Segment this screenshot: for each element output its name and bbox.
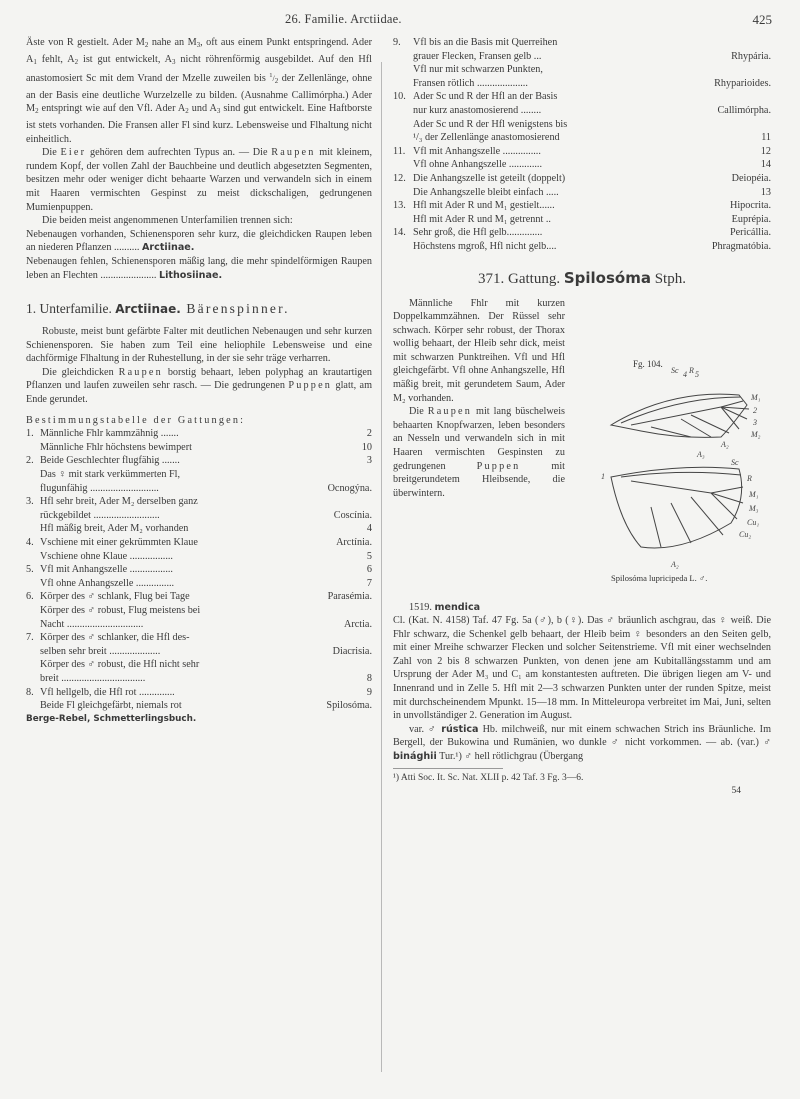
key-row [393,199,771,213]
key-row [26,522,372,536]
subfamily-description: Robuste, meist bunt gefärbte Falter mit deutlichen Nebenaugen und sehr kurzen Schienensporen. Sie haben zum Teil eine heliophile Lebensweise und eine dachförmige Flhaltung in der Ruhestellung, in der sie sehr träge verharren. [26,326,372,365]
key-row [26,563,372,577]
genus-heading: 371. Gattung. Spilosóma Stph. [478,268,686,287]
key-number: 10. [393,91,406,103]
svg-text:3: 3 [753,417,757,427]
key-number: 11. [393,145,406,157]
key-text: Vfl nur mit schwarzen Punkten, [413,64,543,76]
key-text: breit ................................. [40,672,146,684]
key-number: 13. [393,200,406,212]
key-row [26,509,372,523]
key-title: Bestimmungstabelle der Gattungen: [26,414,246,426]
key-text: grauer Flecken, Fransen gelb ... [413,50,542,62]
key-text: Höchstens mgroß, Hfl nicht gelb.... [413,240,557,252]
key-text: Männliche Fhlr höchstens bewimpert [40,441,192,453]
key-number: 2. [26,455,34,467]
key-row [26,427,372,441]
key-row [393,213,771,227]
key-reference: 11 [761,132,771,144]
key-reference: Spilosóma. [326,700,372,712]
key-reference: Callimórpha. [717,104,771,116]
genus-key-left [26,427,372,712]
key-row [393,240,771,254]
key-text: Körper des ♂ robust, die Hfl nicht sehr [40,659,200,671]
key-text: Hfl sehr breit, Ader M₂ derselben ganz [40,496,198,508]
key-reference: Phragmatóbia. [711,240,771,252]
key-reference: Diacrisia. [332,645,372,657]
svg-text:M₁: M₁ [751,392,761,402]
key-text: Vfl mit Anhangszelle ............... [413,145,541,157]
key-row [26,536,372,550]
eggs-larvae-paragraph: Die Eier gehören dem aufrechten Typus an. — Die Raupen mit kleinem, rundem Kopf, der vollen Zahl der Bauchbeine und deutlich abgesetzten Segmenten, besitzen mehr oder weniger dicht behaarte Warzen und verwandeln sich in einem mit Haaren vermischten Gespinst zu meist dickschaligen, gedrungenen Mumienpuppen. [26,147,372,213]
key-reference: 13 [760,186,771,198]
key-text: Vfl ohne Anhangszelle ............. [413,159,543,171]
svg-text:Sc: Sc [671,365,679,375]
key-text: rückgebildet .......................... [40,509,160,521]
svg-text:Cu₂: Cu₂ [739,529,752,539]
key-text: Hfl mäßig breit, Ader M₂ vorhanden [40,523,189,535]
svg-text:A₂: A₂ [721,439,729,449]
key-text: Fransen rötlich .................... [413,77,528,89]
left-column [26,36,372,726]
key-reference: 12 [760,145,771,157]
subfamily-b: Nebenaugen fehlen, Schienensporen mäßig lang, die mehr spindelförmigen Raupen leben an Flechten ...................... Lithosiinae. [26,255,372,281]
key-text: Vschiene ohne Klaue ................. [40,550,173,562]
key-reference: 3 [366,455,372,467]
key-text: Sehr groß, die Hfl gelb.............. [413,227,543,239]
key-text: Beide Fl gleichgefärbt, niemals rot [40,700,182,712]
key-row [393,77,771,91]
key-text: Hfl mit Ader R und M₁ gestielt...... [413,200,555,212]
key-text: Das ♀ mit stark verkümmerten Fl, [40,469,181,481]
key-row [26,577,372,591]
key-text: Die Anhangszelle ist geteilt (doppelt) [413,172,566,184]
key-row [26,645,372,659]
svg-text:A₂: A₂ [671,559,679,569]
key-reference: Pericállia. [729,227,771,239]
key-row [26,699,372,713]
svg-text:Sc: Sc [731,457,739,467]
key-reference: 14 [760,159,771,171]
key-number: 5. [26,564,34,576]
key-row [26,618,372,632]
key-number: 9. [393,37,401,48]
key-reference: 6 [366,564,372,576]
key-row [393,118,771,132]
key-row [26,686,372,700]
key-reference: 9 [366,686,372,698]
subfamily-a: Nebenaugen vorhanden, Schienensporen sehr kurz, die gleichdicken Raupen leben an niederen Pflanzen .......... Arctiinae. [26,228,372,254]
key-number: 1. [26,428,34,440]
key-row [393,63,771,77]
subfamily-heading: 1. Unterfamilie. Arctiinae. Bärenspinner. [26,301,290,317]
key-text: Vfl bis an die Basis mit Querreihen [413,37,558,48]
figure-label: Fg. 104. [633,358,663,369]
genus-description: Männliche Fhlr mit kurzen Doppelkammzähnen. Der Rüssel sehr schwach. Körper sehr robust, der Thorax wollig behaart, der Hleib sehr dick, meist mit schwarzen Punktreihen. Vfl und Hfl gleichgefärbt. Vfl ohne Anhangszelle, Hfl mäßig breit, mit gerundetem Saum, Ader M₂ vorhanden. [393,297,565,404]
key-reference: Ocnogýna. [327,482,372,494]
key-reference: Deiopéia. [731,172,771,184]
key-number: 6. [26,591,34,603]
key-number: 7. [26,632,34,644]
key-text: selben sehr breit .................... [40,645,161,657]
subfamily-intro: Die beiden meist angenommenen Unterfamilien trennen sich: [42,215,293,227]
key-row [393,226,771,240]
genus-key-right [393,36,771,254]
key-text: Ader Sc und R der Hfl an der Basis [413,91,558,103]
key-reference: Euprépia. [731,213,771,225]
key-number: 8. [26,686,34,698]
svg-text:1: 1 [601,471,605,481]
svg-text:M₁: M₁ [749,489,759,499]
footnote-rule [393,768,503,769]
svg-text:R: R [747,473,752,483]
key-reference: 4 [366,523,372,535]
species-varieties: var. ♂ rústica Hb. milchweiß, nur mit einem schwachen Strich ins Bräunliche. Im Bergell, der Bukowina und Rumänien, wo dunkle ♂ nicht vorkommen. — ab. (var.) ♂ binághii Tur.¹) ♂ hell rötlichgrau (Übergang [393,723,772,763]
key-text: Vschiene mit einer gekrümmten Klaue [40,537,198,548]
key-row [26,468,372,482]
key-row [393,158,771,172]
key-text: Die Anhangszelle bleibt einfach ..... [413,186,559,198]
key-reference: 7 [366,577,372,589]
svg-text:2: 2 [753,405,757,415]
key-text: nur kurz anastomosierend ........ [413,104,542,116]
key-row [26,672,372,686]
key-reference: Rhypária. [731,50,771,62]
key-text: Vfl hellgelb, die Hfl rot .............. [40,686,175,698]
key-row [393,36,771,50]
key-text: Vfl ohne Anhangszelle ............... [40,577,175,589]
sheet-number: 54 [731,786,741,797]
key-row [393,186,771,200]
key-text: Körper des ♂ schlank, Flug bei Tage [40,591,190,603]
key-number: 4. [26,537,34,548]
key-number: 14. [393,227,406,239]
key-reference: Arctínia. [336,537,372,548]
right-column [393,36,771,799]
species-heading: 1519. mendica [409,601,481,613]
key-row [26,658,372,672]
svg-text:M₂: M₂ [751,429,761,439]
key-reference: 10 [361,441,372,453]
key-row [393,104,771,118]
species-description: Cl. (Kat. N. 4158) Taf. 47 Fg. 5a (♂), b (♀). Das ♂ bräunlich aschgrau, das ♀ weiß. Die Fhlr schwarz, die Schenkel gelb behaart, der Hleib beim ♀ besonders an den Seiten gelb, mit einer Mreihe schwarzer Flecken und solcher Seitenstrieme. Vfl mit einer wechselnden Zahl von 2 bis 8 schwarzen Punkten, von denen jene am Kubitallängsstamm und am Ursprung der Ader M₃ und C₁ am konstantesten auftreten. Die übrigen liegen am V- und Innenrand und in Zelle 5. Hfl mit 2—3 schwarzen Punkten unter der runden Spitze, meist mit durchscheinendem Mpunkt. 15—18 mm. In Mitteleuropa verbreitet im Mai, Juni, selten in unvollständiger 2. Generation im August. [393,615,771,722]
key-number: 12. [393,172,406,184]
hindwing [611,467,743,548]
key-reference: Rhyparioides. [714,77,771,89]
svg-text:R: R [689,365,694,375]
key-row [393,172,771,186]
key-row [26,441,372,455]
key-row [26,590,372,604]
key-row [393,90,771,104]
svg-text:4: 4 [683,369,687,379]
wing-venation-diagram [571,297,771,597]
figure-caption: Spilosóma lupricipeda L. ♂. [611,572,708,583]
key-text: Nacht .............................. [40,618,144,630]
key-row [393,131,771,145]
key-text: Hfl mit Ader R und M₁ getrennt .. [413,213,551,225]
svg-text:5: 5 [695,369,699,379]
key-reference: 8 [366,672,372,684]
page-header [0,12,800,32]
key-text: Vfl mit Anhangszelle ................. [40,564,173,576]
key-reference: Hipocrita. [729,200,771,212]
key-text: ¹/₃ der Zellenlänge anastomosierend [413,132,560,144]
key-reference: 5 [366,550,372,562]
key-row [26,454,372,468]
key-row [26,495,372,509]
running-title: 26. Familie. Arctiidae. [285,12,402,26]
key-reference: 2 [366,428,372,440]
forewing [611,394,749,437]
svg-text:Cu₁: Cu₁ [747,517,760,527]
publisher-line: Berge-Rebel, Schmetterlingsbuch. [26,713,197,724]
intro-paragraph: Äste von R gestielt. Ader $M_2$ nahe an $M_3$, oft aus einem Punkt entspringend. Ader $A_1$ fehlt, $A_2$ ist gut entwickelt, $A_3$ nicht röhrenförmig ausgebildet. Auf den Hfl anastomosiert Sc mit dem Vrand der Mzelle zuweilen bis $^1$/2 der Zellenlänge, ohne an der Basis eine deutliche Wurzelzelle zu bilden. (Ausnahme Callimórpha.) Ader $M_2$ entspringt wie auf den Vfl. Ader $A_2$ und $A_3$ sind gut entwickelt. Eine Haftborste ist stets vorhanden. Die Fransen aller Fl sind kurz. Lebensweise und Flhaltung nicht einheitlich. [26,37,372,145]
key-row [26,482,372,496]
genus-larvae-paragraph: Die Raupen mit lang büschelweis behaarten Knopfwarzen, leben besonders an Nesseln und verwandeln sich in mit Haaren vermischten Gespinsten zu gedrungenen Puppen mit breitgerundetem Hleibsende, die überwintern. [393,406,565,499]
key-row [26,604,372,618]
key-text: Ader Sc und R der Hfl wenigstens bis [413,118,568,130]
key-row [26,631,372,645]
key-row [26,550,372,564]
key-row [393,145,771,159]
page-number: 425 [752,12,772,27]
svg-text:A₃: A₃ [697,449,705,459]
key-number: 3. [26,496,34,508]
key-reference: Arctia. [343,618,372,630]
key-text: flugunfähig ........................... [40,482,159,494]
larvae-pupae-paragraph: Die gleichdicken Raupen borstig behaart, leben polyphag an krautartigen Pflanzen und laufen zuweilen sehr rasch. — Die gedrungenen Puppen glatt, am Ende gerundet. [26,366,373,406]
key-row [393,50,771,64]
key-reference: Coscínia. [333,509,372,521]
column-divider [381,62,382,1072]
wing-venation-figure [571,297,771,597]
key-text: Beide Geschlechter flugfähig ....... [40,455,180,467]
footnote: ¹) Atti Soc. It. Sc. Nat. XLII p. 42 Taf. 3 Fg. 3—6. [393,772,584,783]
key-text: Körper des ♂ robust, Flug meistens bei [40,604,201,616]
svg-text:M₃: M₃ [749,503,759,513]
key-text: Männliche Fhlr kammzähnig ....... [40,428,179,440]
key-reference: Parasémia. [327,591,372,603]
key-text: Körper des ♂ schlanker, die Hfl des- [40,632,190,644]
